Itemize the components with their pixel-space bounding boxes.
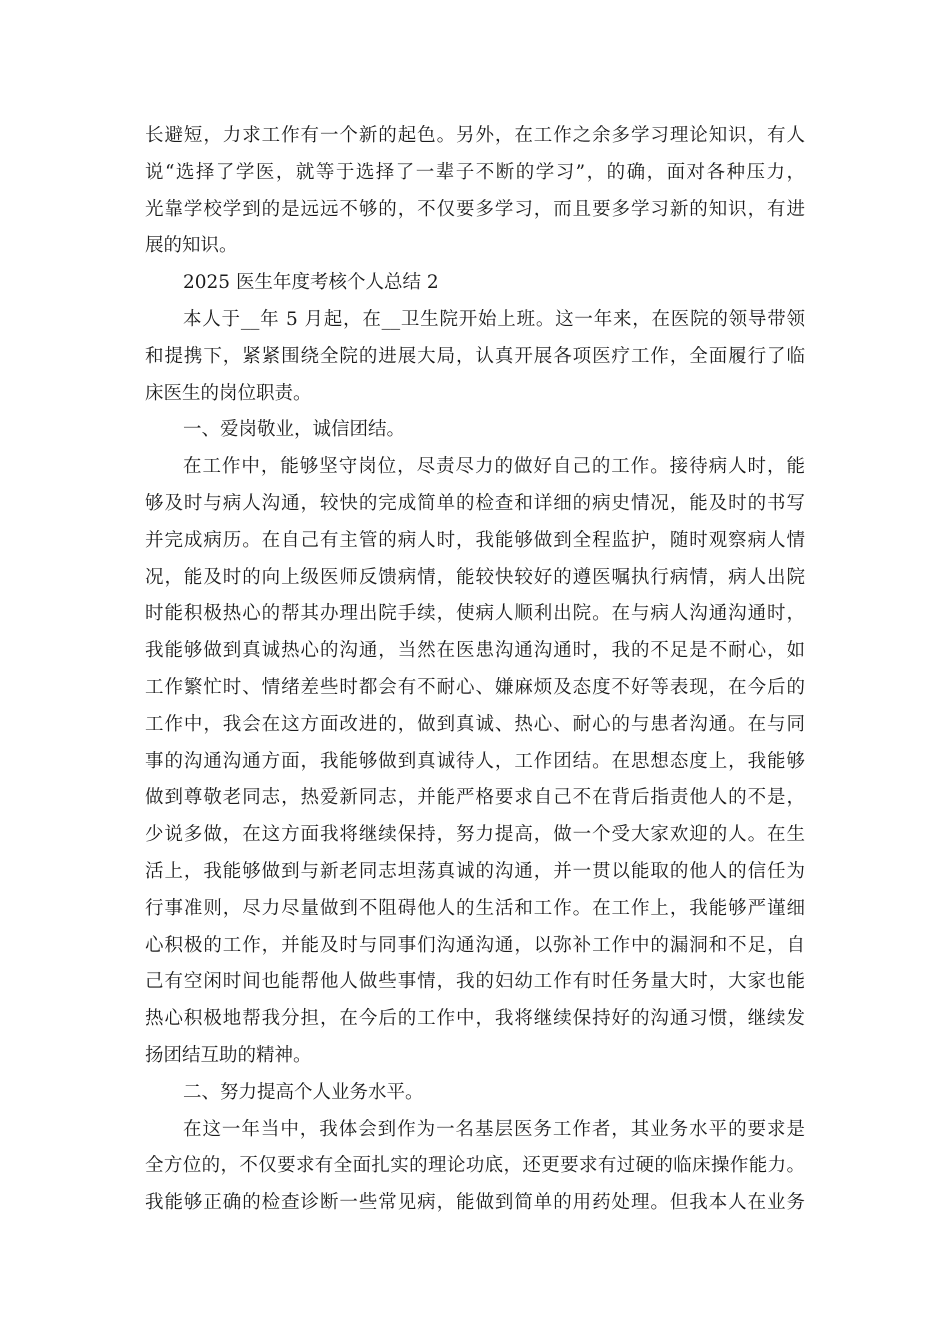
text-line: 心积极的工作，并能及时与同事们沟通沟通，以弥补工作中的漏洞和不足，自	[145, 934, 805, 956]
text-line: 工作中，我会在这方面改进的，做到真诚、热心、耐心的与患者沟通。在与同	[145, 713, 805, 735]
text-line: 时能积极热心的帮其办理出院手续，使病人顺利出院。在与病人沟通沟通时，	[145, 603, 805, 625]
text-line: 光靠学校学到的是远远不够的，不仅要多学习，而且要多学习新的知识，有进	[145, 198, 805, 220]
text-line: 和提携下，紧紧围绕全院的进展大局，认真开展各项医疗工作，全面履行了临	[145, 345, 805, 367]
text-line: 2025 医生年度考核个人总结 2	[183, 272, 439, 294]
text-line: 长避短，力求工作有一个新的起色。另外，在工作之余多学习理论知识，有人	[145, 125, 805, 146]
text-line: 活上，我能够做到与新老同志坦荡真诚的沟通，并一贯以能取的他人的信任为	[145, 860, 805, 882]
text-line: 扬团结互助的精神。	[145, 1044, 312, 1066]
text-line: 己有空闲时间也能帮他人做些事情，我的妇幼工作有时任务量大时，大家也能	[145, 971, 805, 993]
text-line: 在工作中，能够坚守岗位，尽责尽力的做好自己的工作。接待病人时，能	[183, 456, 805, 478]
text-line: 我能够做到真诚热心的沟通，当然在医患沟通沟通时，我的不足是不耐心，如	[145, 640, 805, 662]
text-line: 事的沟通沟通方面，我能够做到真诚待人，工作团结。在思想态度上，我能够	[145, 750, 805, 772]
text-line: 并完成病历。在自己有主管的病人时，我能够做到全程监护，随时观察病人情	[145, 529, 805, 551]
document-page	[145, 118, 805, 1222]
text-line: 在这一年当中，我体会到作为一名基层医务工作者，其业务水平的要求是	[183, 1118, 805, 1140]
text-line: 工作繁忙时、情绪差些时都会有不耐心、嫌麻烦及态度不好等表现，在今后的	[145, 676, 805, 698]
text-line: 一、爱岗敬业，诚信团结。	[183, 419, 406, 441]
text-line: 本人于__年 5 月起，在__卫生院开始上班。这一年来，在医院的领导带领	[183, 308, 805, 330]
text-line: 说“选择了学医，就等于选择了一辈子不断的学习”，的确，面对各种压力，	[145, 161, 805, 183]
text-line: 做到尊敬老同志，热爱新同志，并能严格要求自己不在背后指责他人的不是，	[145, 787, 805, 809]
text-line: 况，能及时的向上级医师反馈病情，能较快较好的遵医嘱执行病情，病人出院	[145, 566, 805, 588]
text-line: 二、努力提高个人业务水平。	[183, 1081, 424, 1103]
text-line: 热心积极地帮我分担，在今后的工作中，我将继续保持好的沟通习惯，继续发	[145, 1008, 805, 1030]
text-line: 全方位的，不仅要求有全面扎实的理论功底，还更要求有过硬的临床操作能力。	[145, 1155, 805, 1177]
text-line: 展的知识。	[145, 235, 238, 257]
text-line: 床医生的岗位职责。	[145, 382, 312, 404]
text-line: 行事准则，尽力尽量做到不阻碍他人的生活和工作。在工作上，我能够严谨细	[145, 897, 805, 919]
text-line: 我能够正确的检查诊断一些常见病，能做到简单的用药处理。但我本人在业务	[145, 1192, 805, 1214]
text-line: 够及时与病人沟通，较快的完成简单的检查和详细的病史情况，能及时的书写	[145, 492, 805, 514]
text-line: 少说多做，在这方面我将继续保持，努力提高，做一个受大家欢迎的人。在生	[145, 824, 805, 846]
